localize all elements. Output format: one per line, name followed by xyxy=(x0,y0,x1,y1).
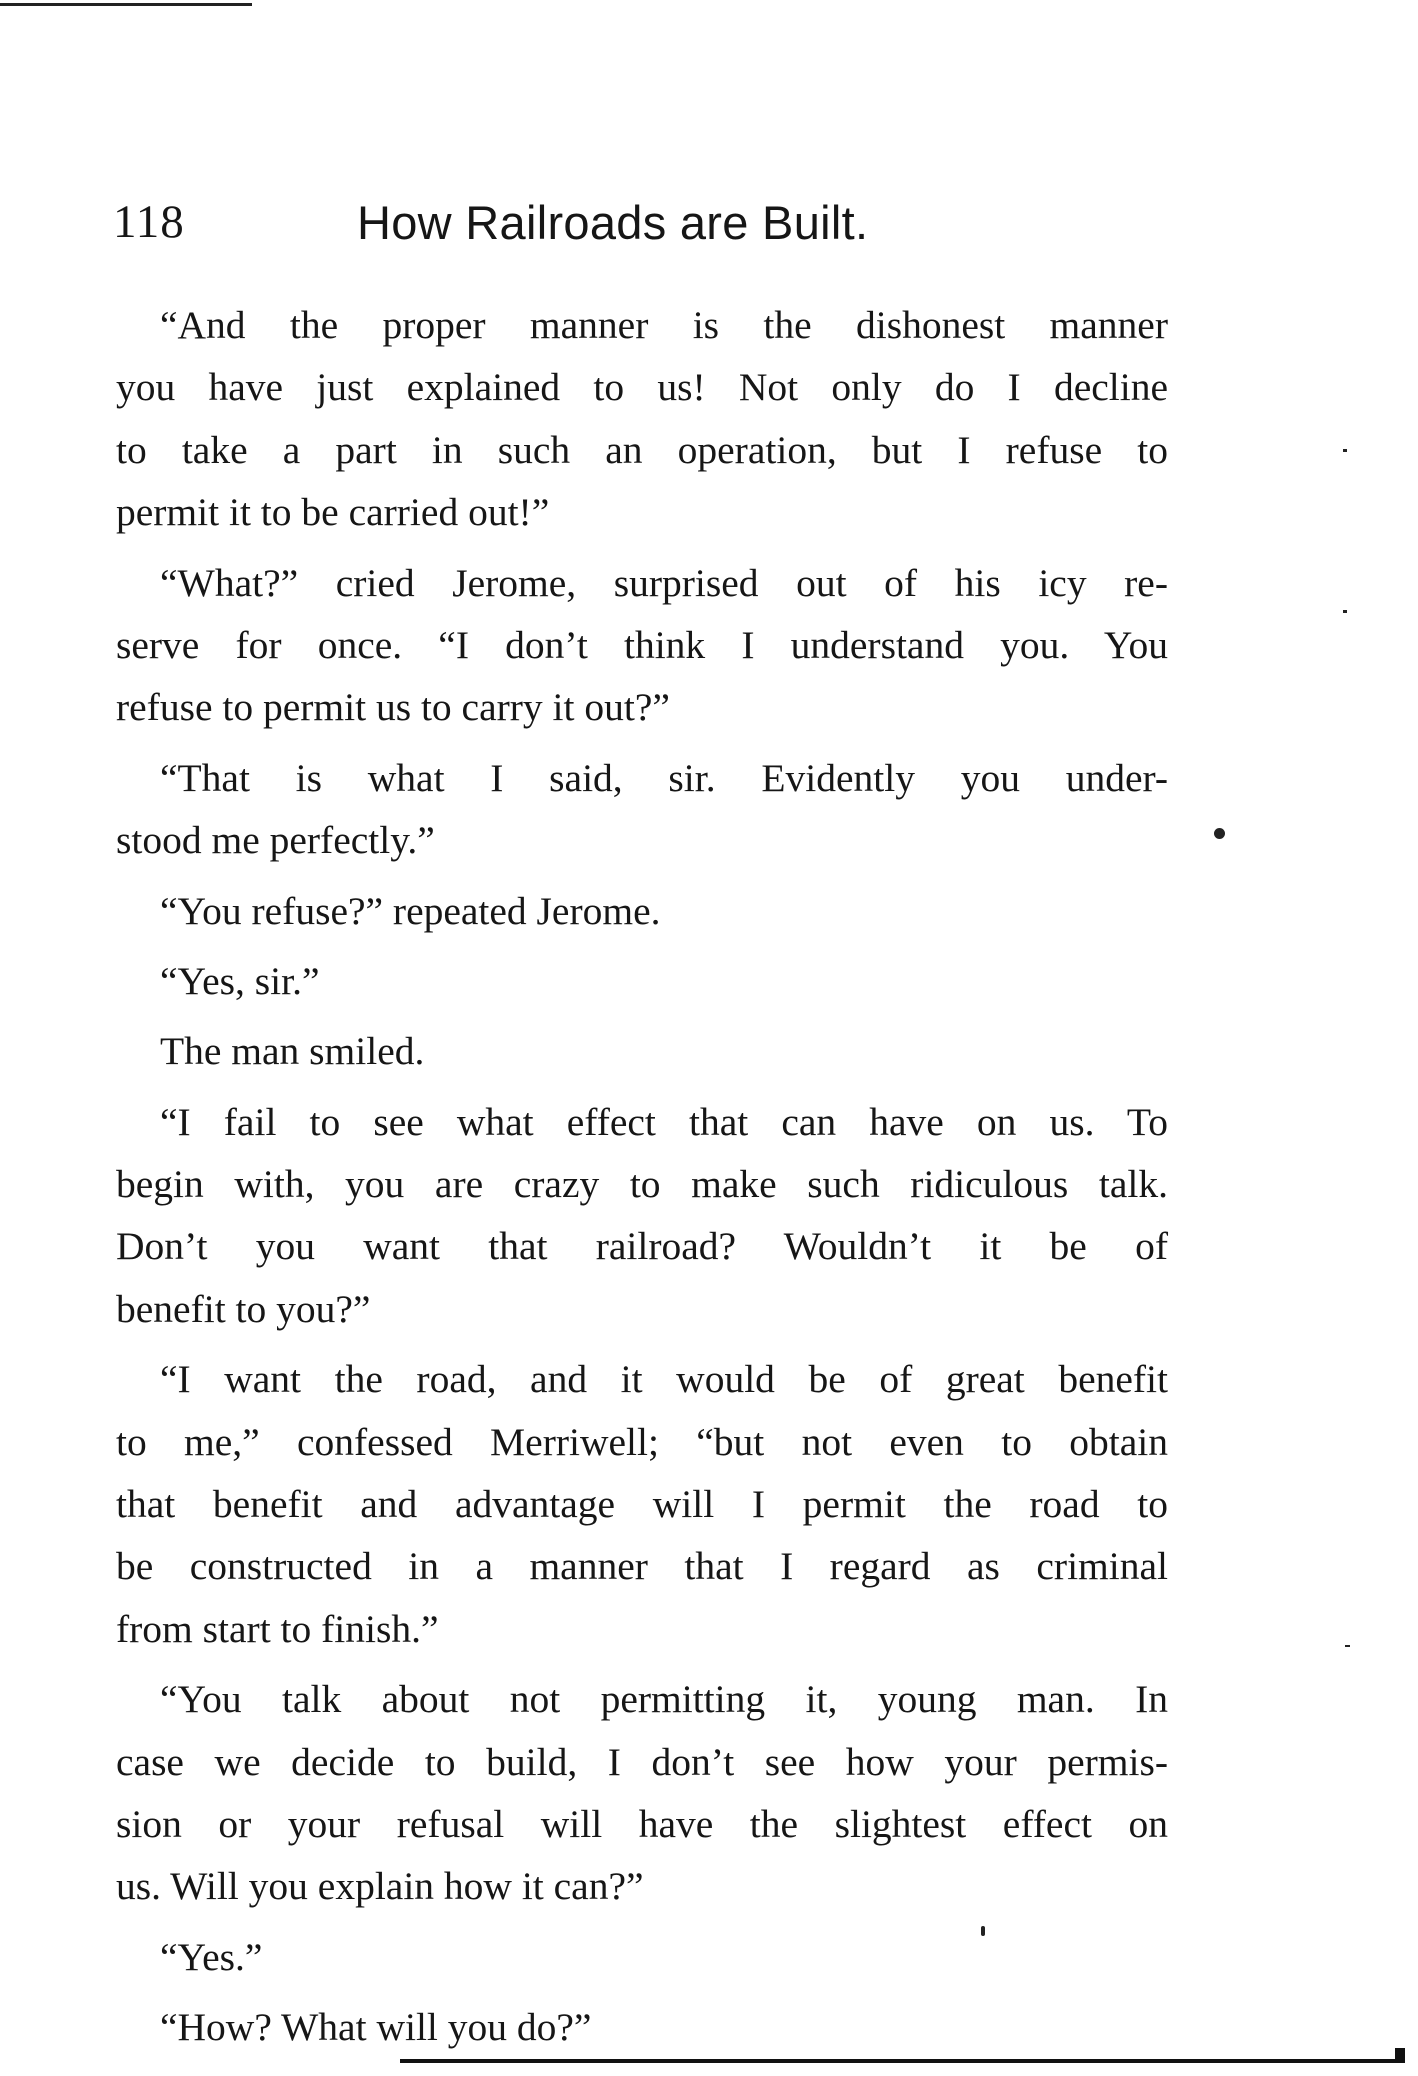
text-line: be constructed in a manner that I regard as criminal xyxy=(116,1544,1168,1589)
page-number: 118 xyxy=(113,196,185,248)
text-line: “You talk about not permitting it, young man. In xyxy=(160,1677,1168,1722)
body-text xyxy=(116,294,1168,2067)
text-line: permit it to be carried out!” xyxy=(116,490,550,535)
paragraph xyxy=(116,1020,1168,1082)
text-line: “I fail to see what effect that can have on us. To xyxy=(160,1099,1168,1144)
scan-speck xyxy=(1343,449,1347,452)
text-line: stood me perfectly.” xyxy=(116,818,435,863)
text-line: begin with, you are crazy to make such ridiculous talk. xyxy=(116,1162,1168,1207)
scan-speck xyxy=(1345,1645,1350,1647)
paragraph xyxy=(116,950,1168,1012)
text-line: “I want the road, and it would be of great benefit xyxy=(160,1357,1168,1402)
text-line: from start to finish.” xyxy=(116,1606,439,1651)
text-line: “And the proper manner is the dishonest manner xyxy=(160,303,1168,347)
scan-speck xyxy=(1343,610,1347,613)
text-line: The man smiled. xyxy=(160,1029,425,1074)
page-header xyxy=(113,195,1173,265)
text-line: case we decide to build, I don’t see how your permis- xyxy=(116,1739,1168,1784)
bottom-rule-end xyxy=(1395,2048,1405,2063)
text-line: Don’t you want that railroad? Wouldn’t it be of xyxy=(116,1224,1168,1269)
bottom-rule xyxy=(400,2059,1405,2063)
paragraph xyxy=(116,1091,1168,1341)
scan-speck xyxy=(981,1926,985,1936)
text-line: “What?” cried Jerome, surprised out of his icy re- xyxy=(160,560,1168,605)
text-line: us. Will you explain how it can?” xyxy=(116,1864,644,1909)
paragraph xyxy=(116,1996,1168,2058)
text-line: “Yes, sir.” xyxy=(160,958,320,1003)
text-line: sion or your refusal will have the slightest effect on xyxy=(116,1801,1168,1846)
text-line: serve for once. “I don’t think I understand you. You xyxy=(116,622,1168,667)
text-line: “Yes.” xyxy=(160,1934,263,1979)
text-line: refuse to permit us to carry it out?” xyxy=(116,685,670,730)
text-line: that benefit and advantage will I permit the road to xyxy=(116,1482,1168,1527)
paragraph xyxy=(116,552,1168,739)
paragraph xyxy=(116,1668,1168,1918)
text-line: “That is what I said, sir. Evidently you under- xyxy=(160,755,1168,800)
paragraph xyxy=(116,747,1168,872)
text-line: “You refuse?” repeated Jerome. xyxy=(160,888,661,933)
text-line: to take a part in such an operation, but I refuse to xyxy=(116,427,1168,472)
running-head: How Railroads are Built. xyxy=(357,196,869,249)
paragraph xyxy=(116,880,1168,942)
text-line: “How? What will you do?” xyxy=(160,2005,592,2050)
scan-speck xyxy=(1214,828,1225,839)
text-line: you have just explained to us! Not only do I decline xyxy=(116,365,1168,410)
top-rule xyxy=(0,3,252,6)
text-line: to me,” confessed Merriwell; “but not even to obtain xyxy=(116,1419,1168,1464)
text-line: benefit to you?” xyxy=(116,1286,371,1331)
paragraph xyxy=(116,1348,1168,1660)
paragraph xyxy=(116,294,1168,544)
paragraph xyxy=(116,1926,1168,1988)
